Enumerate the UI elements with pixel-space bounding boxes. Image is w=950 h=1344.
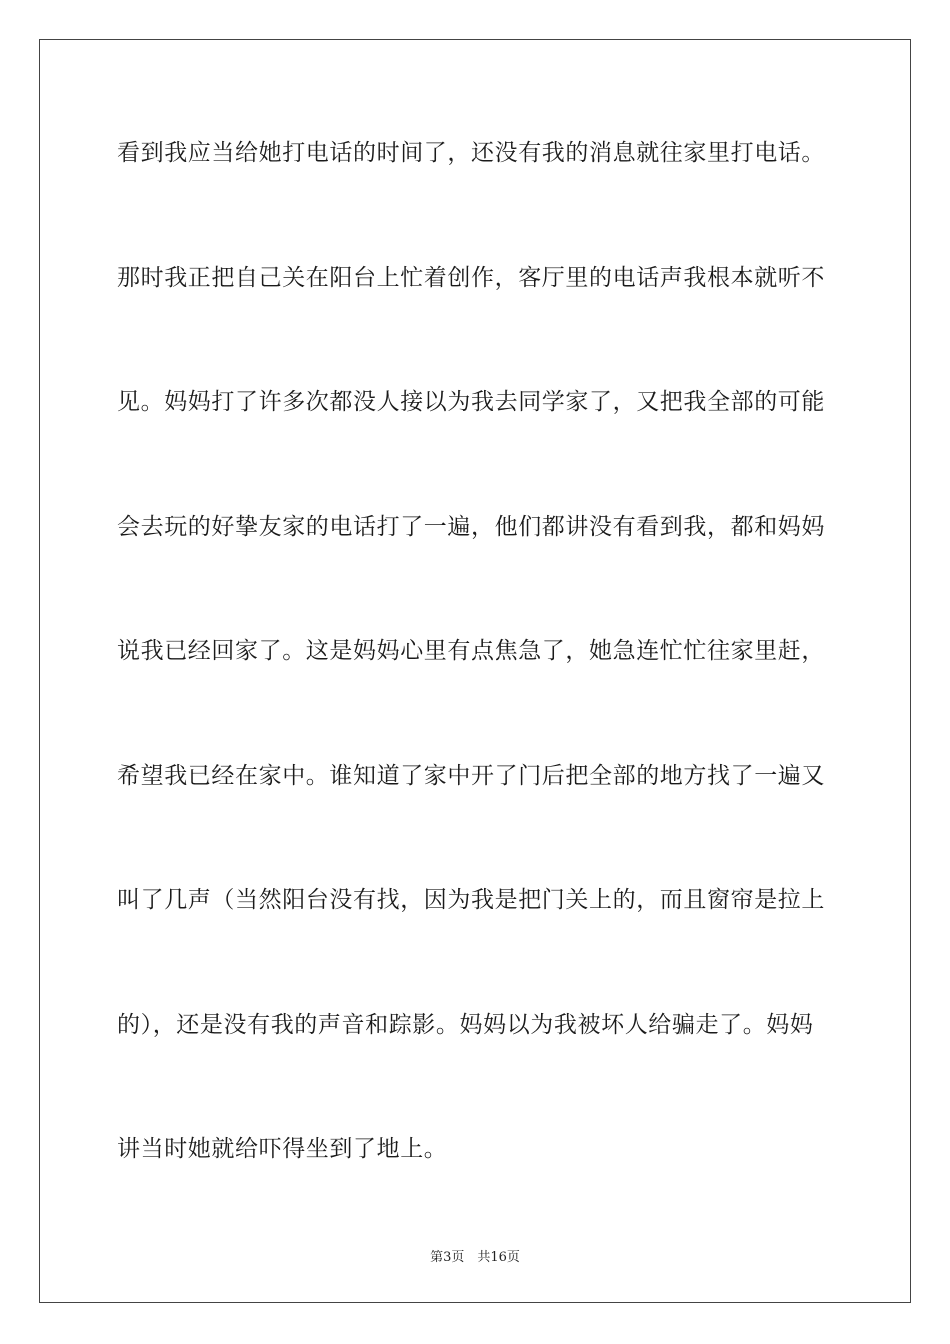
text-line: 说我已经回家了。这是妈妈心里有点焦急了，她急连忙忙往家里赶， — [117, 638, 825, 664]
text-line: 希望我已经在家中。谁知道了家中开了门后把全部的地方找了一遍又 — [117, 762, 825, 789]
text-line: 会去玩的好挚友家的电话打了一遍，他们都讲没有看到我，都和妈妈 — [117, 513, 825, 540]
text-line: 看到我应当给她打电话的时间了，还没有我的消息就往家里打电话。 — [117, 140, 825, 166]
text-line: 讲当时她就给吓得坐到了地上。 — [117, 1136, 448, 1162]
page-number-footer: 第3页 共16页 — [430, 1250, 520, 1265]
text-line: 那时我正把自己关在阳台上忙着创作，客厅里的电话声我根本就听不 — [117, 264, 825, 291]
text-line: 的），还是没有我的声音和踪影。妈妈以为我被坏人给骗走了。妈妈 — [117, 1011, 814, 1038]
document-body — [117, 122, 837, 1243]
text-line: 见。妈妈打了许多次都没人接以为我去同学家了，又把我全部的可能 — [117, 389, 825, 415]
text-line: 叫了几声（当然阳台没有找，因为我是把门关上的，而且窗帘是拉上 — [117, 887, 825, 913]
